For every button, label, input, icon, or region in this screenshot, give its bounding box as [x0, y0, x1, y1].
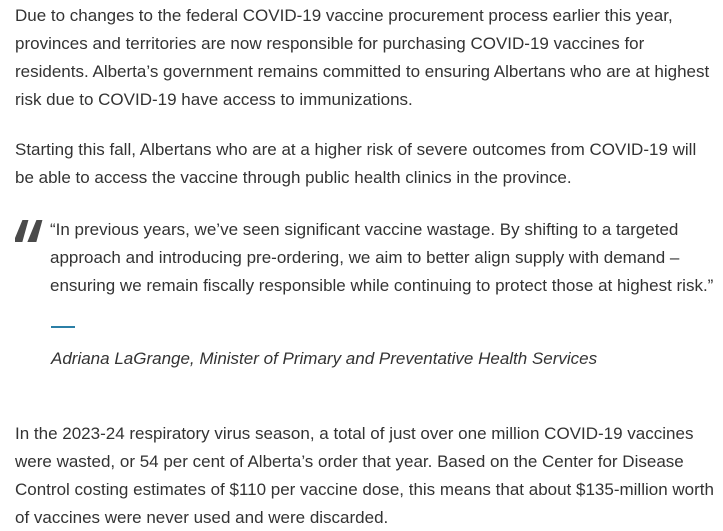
paragraph-fall-access: Starting this fall, Albertans who are at a higher risk of severe outcomes from COVID-19 will be able to access the vaccine through public health clinics in the province.	[15, 140, 697, 187]
quote-text: “In previous years, we’ve seen significant vaccine wastage. By shifting to a targeted approach and introducing pre-ordering, we aim to better align supply with demand – ensuring we remain fiscally responsible while continuing to protect those at highest risk.”	[50, 220, 714, 295]
paragraph-procurement-change: Due to changes to the federal COVID-19 vaccine procurement process earlier this year, provinces and territories are now responsible for purchasing COVID-19 vaccines for residents. Alberta’s government remains committed to ensuring Albertans who are at highest risk due to COVID-19 have access to immunizations.	[15, 6, 710, 109]
quote-icon	[15, 216, 45, 242]
quote-divider	[51, 326, 75, 328]
quote-attribution: Adriana LaGrange, Minister of Primary and Preventative Health Services	[51, 349, 598, 368]
pull-quote	[15, 214, 715, 374]
paragraph-vaccine-wastage: In the 2023-24 respiratory virus season, a total of just over one million COVID-19 vaccines were wasted, or 54 per cent of Alberta’s order that year. Based on the Center for Disease Control costing estimates of $110 per vaccine dose, this means that about $135-million worth of vaccines were never used and were discarded.	[15, 424, 714, 527]
